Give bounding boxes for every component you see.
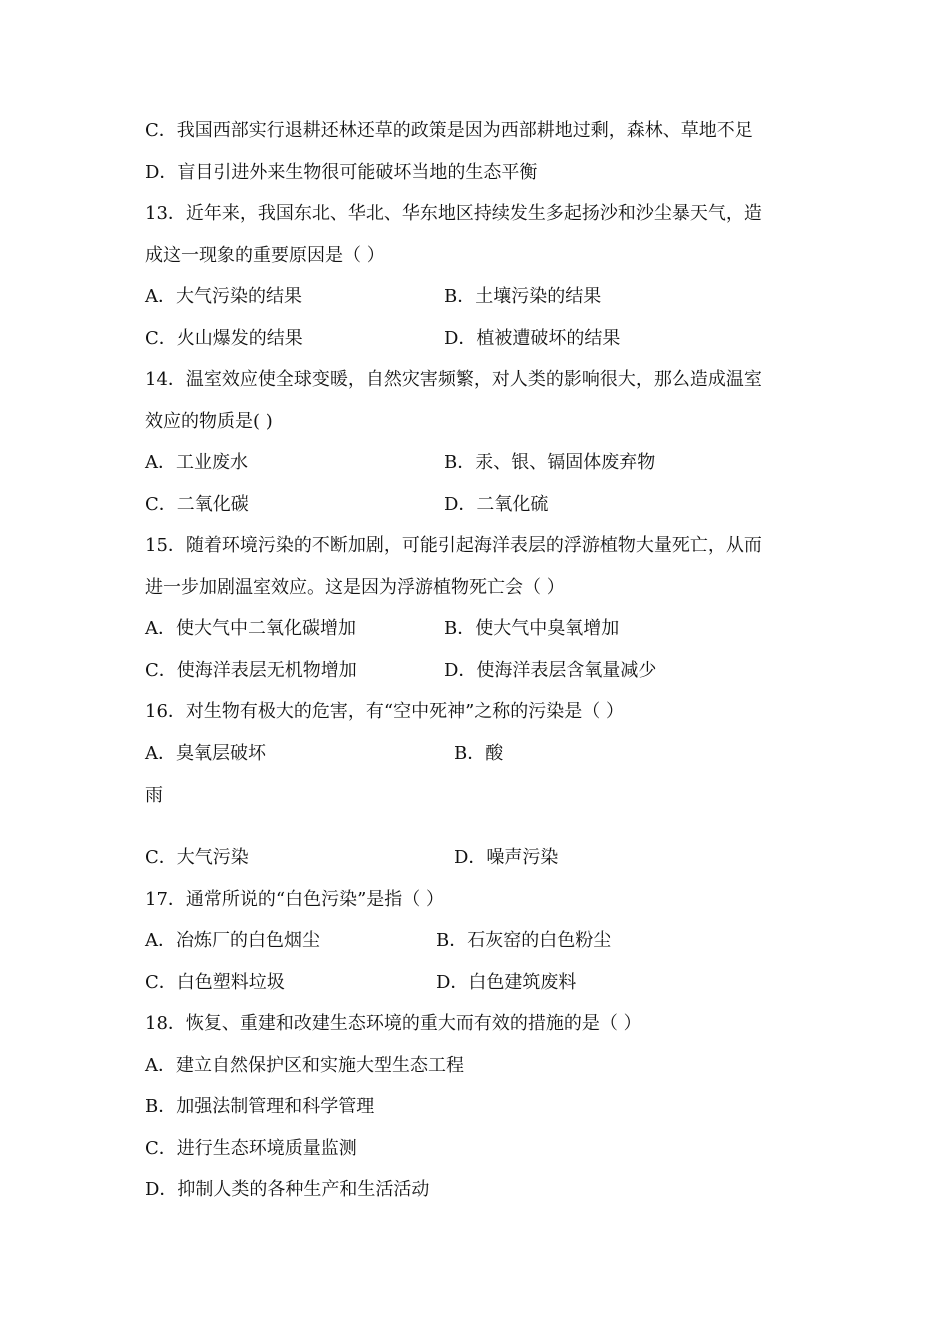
question-17-line-1: 17．通常所说的“白色污染”是指（ ）	[145, 889, 445, 910]
q15-option-b: B．使大气中臭氧增加	[444, 618, 620, 639]
q17-option-b: B．石灰窑的白色粉尘	[436, 930, 612, 951]
q15-option-d: D．使海洋表层含氧量减少	[444, 660, 657, 681]
q15-option-c: C．使海洋表层无机物增加	[145, 660, 357, 681]
q18-option-a: A．建立自然保护区和实施大型生态工程	[145, 1055, 464, 1076]
q16-option-c: C．大气污染	[145, 847, 249, 868]
question-15-line-2: 进一步加剧温室效应。这是因为浮游植物死亡会（ ）	[145, 577, 565, 598]
q14-option-b: B．汞、银、镉固体废弃物	[444, 452, 656, 473]
q17-option-d: D．白色建筑废料	[436, 972, 577, 993]
q16-option-b-continued: 雨	[145, 785, 163, 806]
q17-option-c: C．白色塑料垃圾	[145, 972, 285, 993]
q13-option-a: A．大气污染的结果	[145, 286, 302, 307]
question-18-line-1: 18．恢复、重建和改建生态环境的重大而有效的措施的是（ ）	[145, 1013, 642, 1034]
question-14-line-1: 14．温室效应使全球变暖，自然灾害频繁，对人类的影响很大，那么造成温室	[145, 369, 762, 390]
prev-option-d: D．盲目引进外来生物很可能破坏当地的生态平衡	[145, 162, 538, 183]
q16-option-d: D．噪声污染	[454, 847, 559, 868]
q14-option-a: A．工业废水	[145, 452, 248, 473]
q17-option-a: A．冶炼厂的白色烟尘	[145, 930, 320, 951]
question-13-line-1: 13．近年来，我国东北、华北、华东地区持续发生多起扬沙和沙尘暴天气，造	[145, 203, 762, 224]
question-15-line-1: 15．随着环境污染的不断加剧，可能引起海洋表层的浮游植物大量死亡，从而	[145, 535, 762, 556]
q18-option-d: D．抑制人类的各种生产和生活活动	[145, 1179, 430, 1200]
q16-option-a: A．臭氧层破坏	[145, 743, 266, 764]
question-13-line-2: 成这一现象的重要原因是（ ）	[145, 245, 385, 266]
q16-option-b: B．酸	[454, 743, 504, 764]
q14-option-d: D．二氧化硫	[444, 494, 549, 515]
question-16-line-1: 16．对生物有极大的危害，有“空中死神”之称的污染是（ ）	[145, 701, 625, 722]
q13-option-b: B．土壤污染的结果	[444, 286, 602, 307]
question-14-line-2: 效应的物质是( )	[145, 411, 273, 432]
q13-option-c: C．火山爆发的结果	[145, 328, 303, 349]
q14-option-c: C．二氧化碳	[145, 494, 249, 515]
prev-option-c: C．我国西部实行退耕还林还草的政策是因为西部耕地过剩，森林、草地不足	[145, 120, 753, 141]
q15-option-a: A．使大气中二氧化碳增加	[145, 618, 356, 639]
q18-option-b: B．加强法制管理和科学管理	[145, 1096, 375, 1117]
q18-option-c: C．进行生态环境质量监测	[145, 1138, 357, 1159]
q13-option-d: D．植被遭破坏的结果	[444, 328, 621, 349]
